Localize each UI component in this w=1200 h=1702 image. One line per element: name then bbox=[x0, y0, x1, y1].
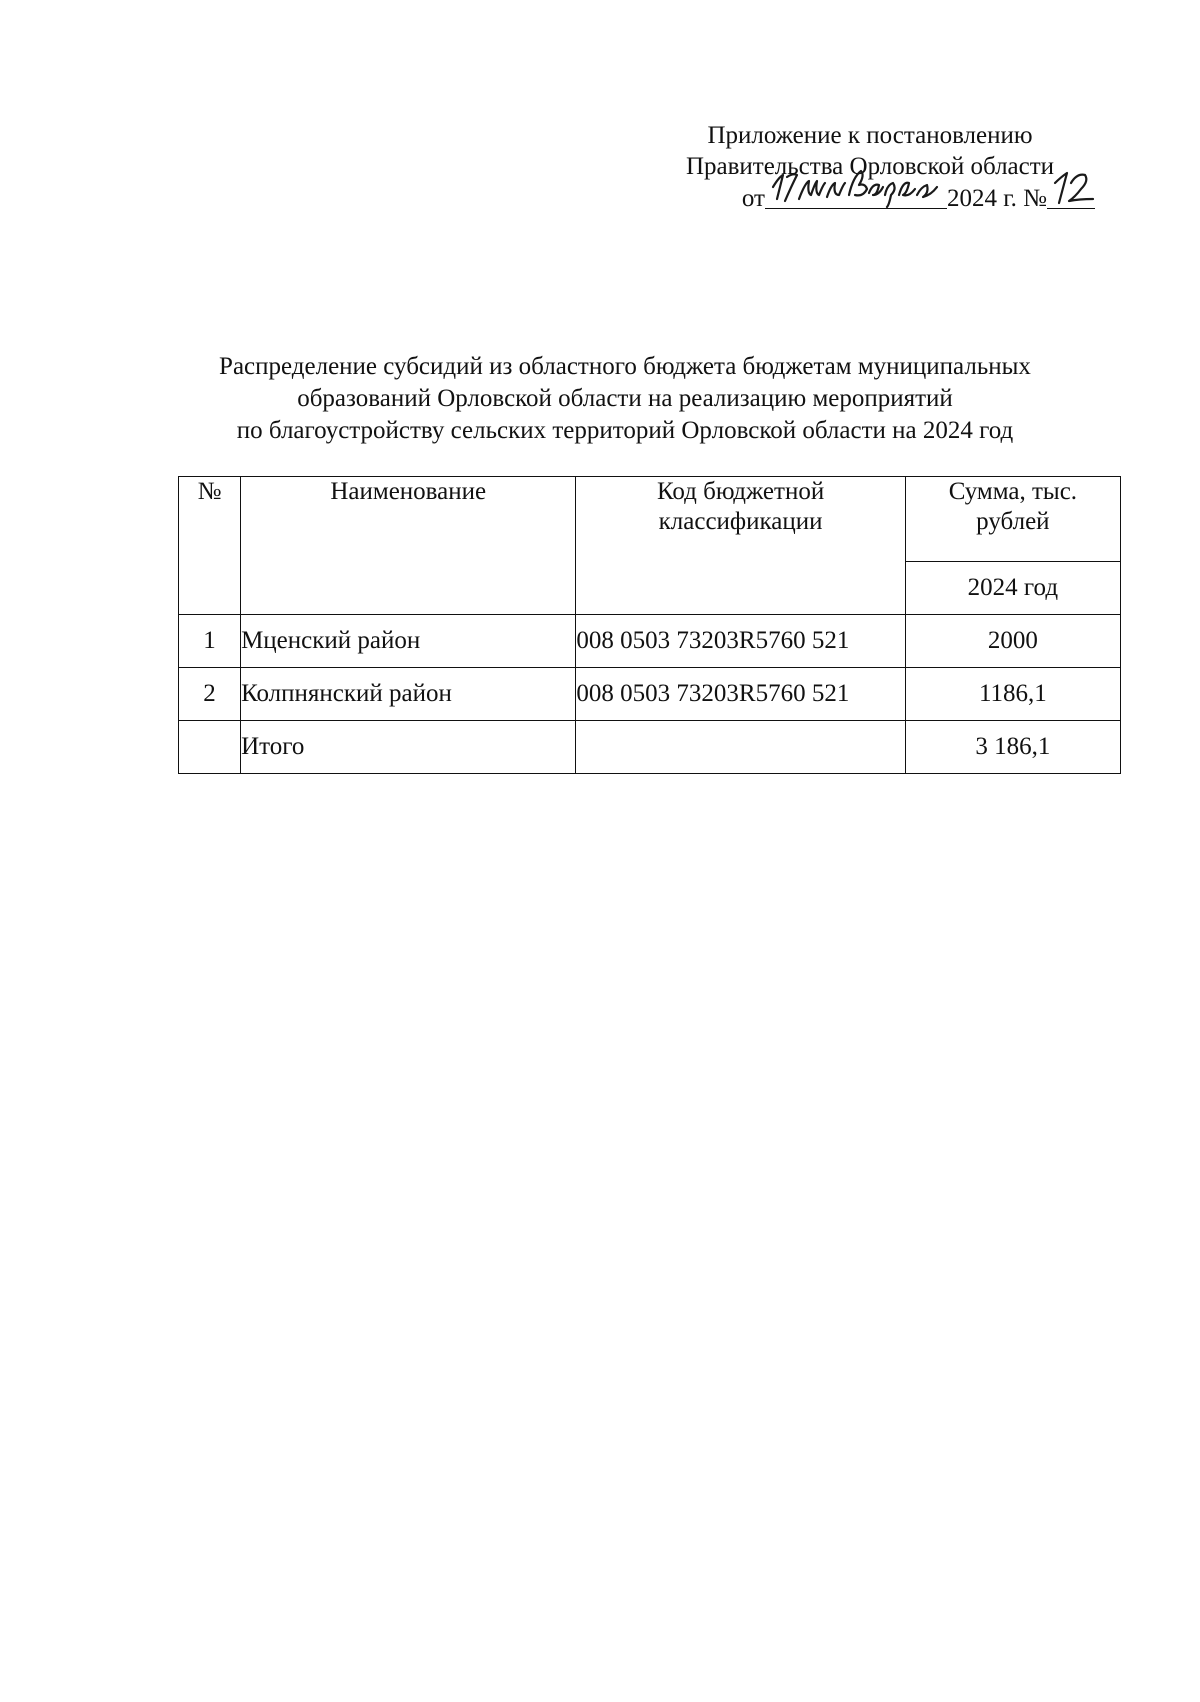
date-prefix: от bbox=[741, 185, 765, 212]
appendix-line-1: Приложение к постановлению bbox=[707, 122, 1033, 149]
appendix-header bbox=[640, 120, 1100, 212]
row-num: 2 bbox=[179, 668, 241, 721]
header-sum-line-2: рублей bbox=[976, 508, 1050, 535]
row-name: Мценский район bbox=[241, 615, 576, 668]
table-row bbox=[179, 615, 1121, 668]
header-sum-line-1: Сумма, тыс. bbox=[948, 478, 1078, 505]
table-row bbox=[179, 668, 1121, 721]
row-name: Колпнянский район bbox=[241, 668, 576, 721]
year-number-text: 2024 г. № bbox=[946, 185, 1047, 212]
total-label: Итого bbox=[241, 721, 576, 774]
table-header-row bbox=[179, 477, 1121, 562]
subsidy-table bbox=[178, 476, 1121, 774]
table-total-row bbox=[179, 721, 1121, 774]
title-line-1: Распределение субсидий из областного бюджета бюджетам муниципальных bbox=[219, 353, 1031, 380]
number-blank bbox=[1047, 182, 1095, 209]
header-year: 2024 год bbox=[905, 562, 1120, 615]
row-amount: 2000 bbox=[905, 615, 1120, 668]
date-number-line bbox=[640, 182, 1100, 214]
total-num bbox=[179, 721, 241, 774]
row-code: 008 0503 73203R5760 521 bbox=[576, 668, 905, 721]
handwritten-number-signature bbox=[1051, 169, 1097, 207]
header-code bbox=[576, 477, 905, 615]
header-sum bbox=[905, 477, 1120, 562]
header-code-line-2: классификации bbox=[658, 508, 823, 535]
header-name: Наименование bbox=[241, 477, 576, 615]
document-title bbox=[150, 351, 1100, 447]
appendix-line-2: Правительства Орловской области bbox=[685, 153, 1055, 180]
total-code bbox=[576, 721, 905, 774]
row-amount: 1186,1 bbox=[905, 668, 1120, 721]
handwritten-date-signature bbox=[769, 165, 949, 207]
title-line-3: по благоустройству сельских территорий Орловской области на 2024 год bbox=[236, 417, 1014, 444]
date-blank bbox=[765, 182, 947, 209]
total-amount: 3 186,1 bbox=[905, 721, 1120, 774]
row-num: 1 bbox=[179, 615, 241, 668]
header-num: № bbox=[179, 477, 241, 615]
row-code: 008 0503 73203R5760 521 bbox=[576, 615, 905, 668]
title-line-2: образований Орловской области на реализацию мероприятий bbox=[297, 385, 953, 412]
header-code-line-1: Код бюджетной bbox=[656, 478, 825, 505]
